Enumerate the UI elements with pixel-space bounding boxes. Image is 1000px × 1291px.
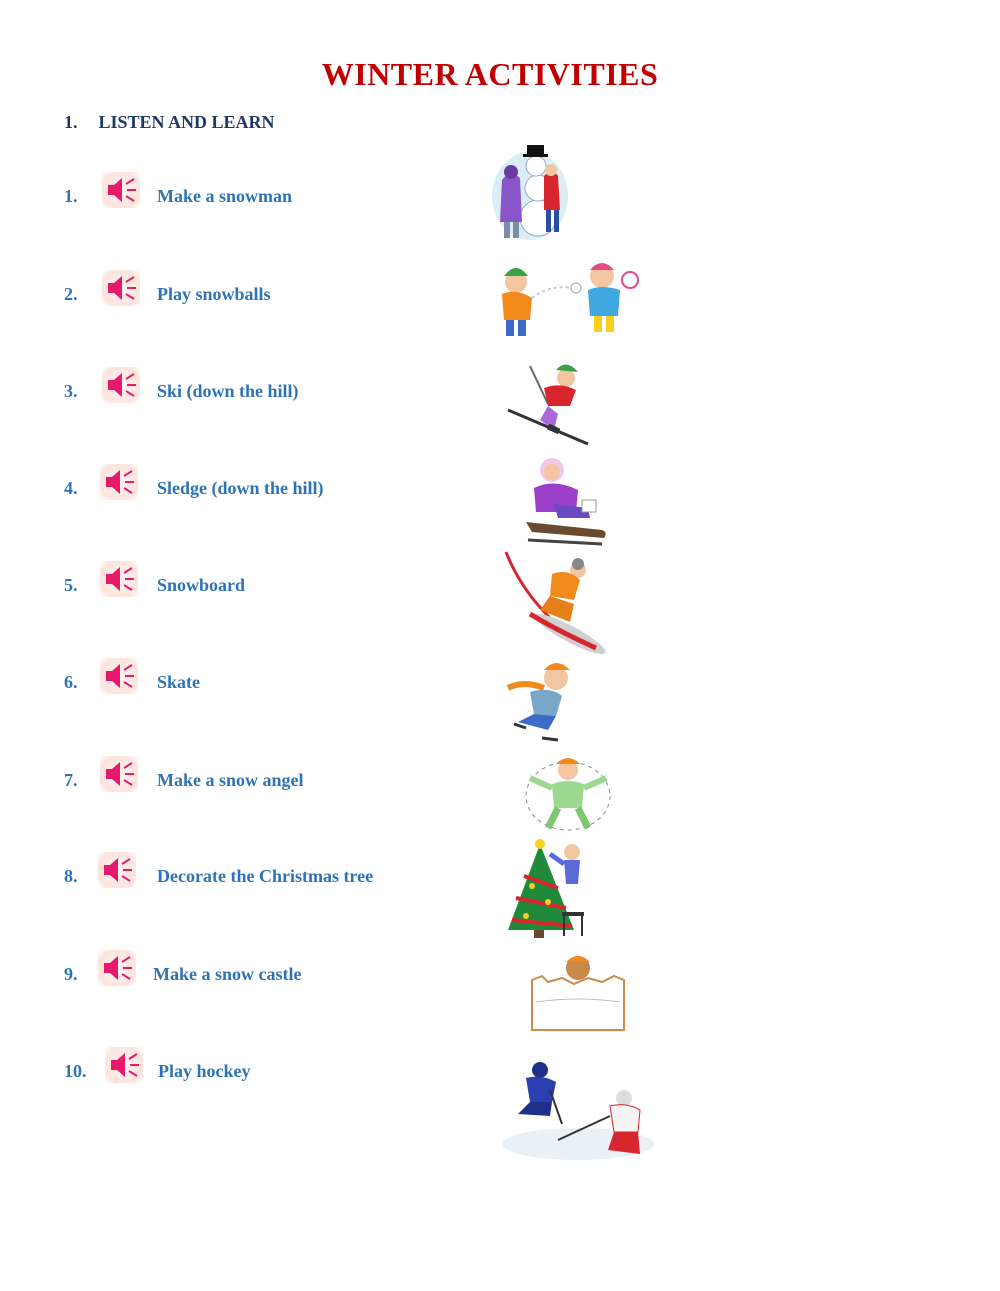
speaker-icon[interactable] [100, 561, 138, 597]
speaker-icon[interactable] [102, 270, 140, 306]
activity-label: Make a snowman [157, 186, 293, 206]
speaker-icon[interactable] [98, 852, 136, 888]
activity-label: Decorate the Christmas tree [157, 866, 374, 886]
speaker-icon[interactable] [102, 172, 140, 208]
activity-row [0, 478, 1000, 538]
activity-label: Make a snow angel [157, 770, 304, 790]
speaker-icon[interactable] [100, 464, 138, 500]
hockey-picture [498, 1060, 660, 1166]
item-number: 9. [64, 964, 78, 984]
item-number: 5. [64, 575, 78, 595]
speaker-icon[interactable] [102, 367, 140, 403]
speaker-icon[interactable] [105, 1047, 143, 1083]
snowboarder-picture [500, 548, 608, 656]
activity-row [0, 866, 1000, 926]
activity-label: Snowboard [157, 575, 246, 595]
section-number: 1. [64, 112, 78, 132]
section-label: LISTEN AND LEARN [98, 112, 275, 132]
activity-label: Make a snow castle [153, 964, 302, 984]
speaker-icon[interactable] [100, 756, 138, 792]
section-heading [64, 112, 275, 133]
activity-label: Play hockey [158, 1061, 251, 1081]
activity-row [0, 964, 1000, 1024]
worksheet-title: WINTER ACTIVITIES [321, 56, 659, 92]
item-number: 6. [64, 672, 78, 692]
item-number: 8. [64, 866, 78, 886]
activity-row [0, 672, 1000, 732]
activity-row [0, 770, 1000, 830]
item-number: 3. [64, 381, 78, 401]
activity-label: Play snowballs [157, 284, 271, 304]
speaker-icon[interactable] [98, 950, 136, 986]
snowball-fight-picture [490, 254, 650, 346]
item-number: 4. [64, 478, 78, 498]
activity-label: Ski (down the hill) [157, 381, 299, 401]
speaker-icon[interactable] [100, 658, 138, 694]
sledge-picture [518, 452, 610, 550]
item-number: 7. [64, 770, 78, 790]
item-number: 1. [64, 186, 78, 206]
activity-label: Skate [157, 672, 201, 692]
activity-row [0, 381, 1000, 441]
snowman-picture [480, 140, 580, 244]
skier-picture [504, 358, 594, 448]
item-number: 10. [64, 1061, 87, 1081]
activity-label: Sledge (down the hill) [157, 478, 324, 498]
item-number: 2. [64, 284, 78, 304]
skater-picture [504, 658, 580, 748]
snow-angel-picture [522, 752, 614, 834]
snow-castle-picture [528, 950, 628, 1036]
christmas-tree-picture [504, 836, 596, 940]
